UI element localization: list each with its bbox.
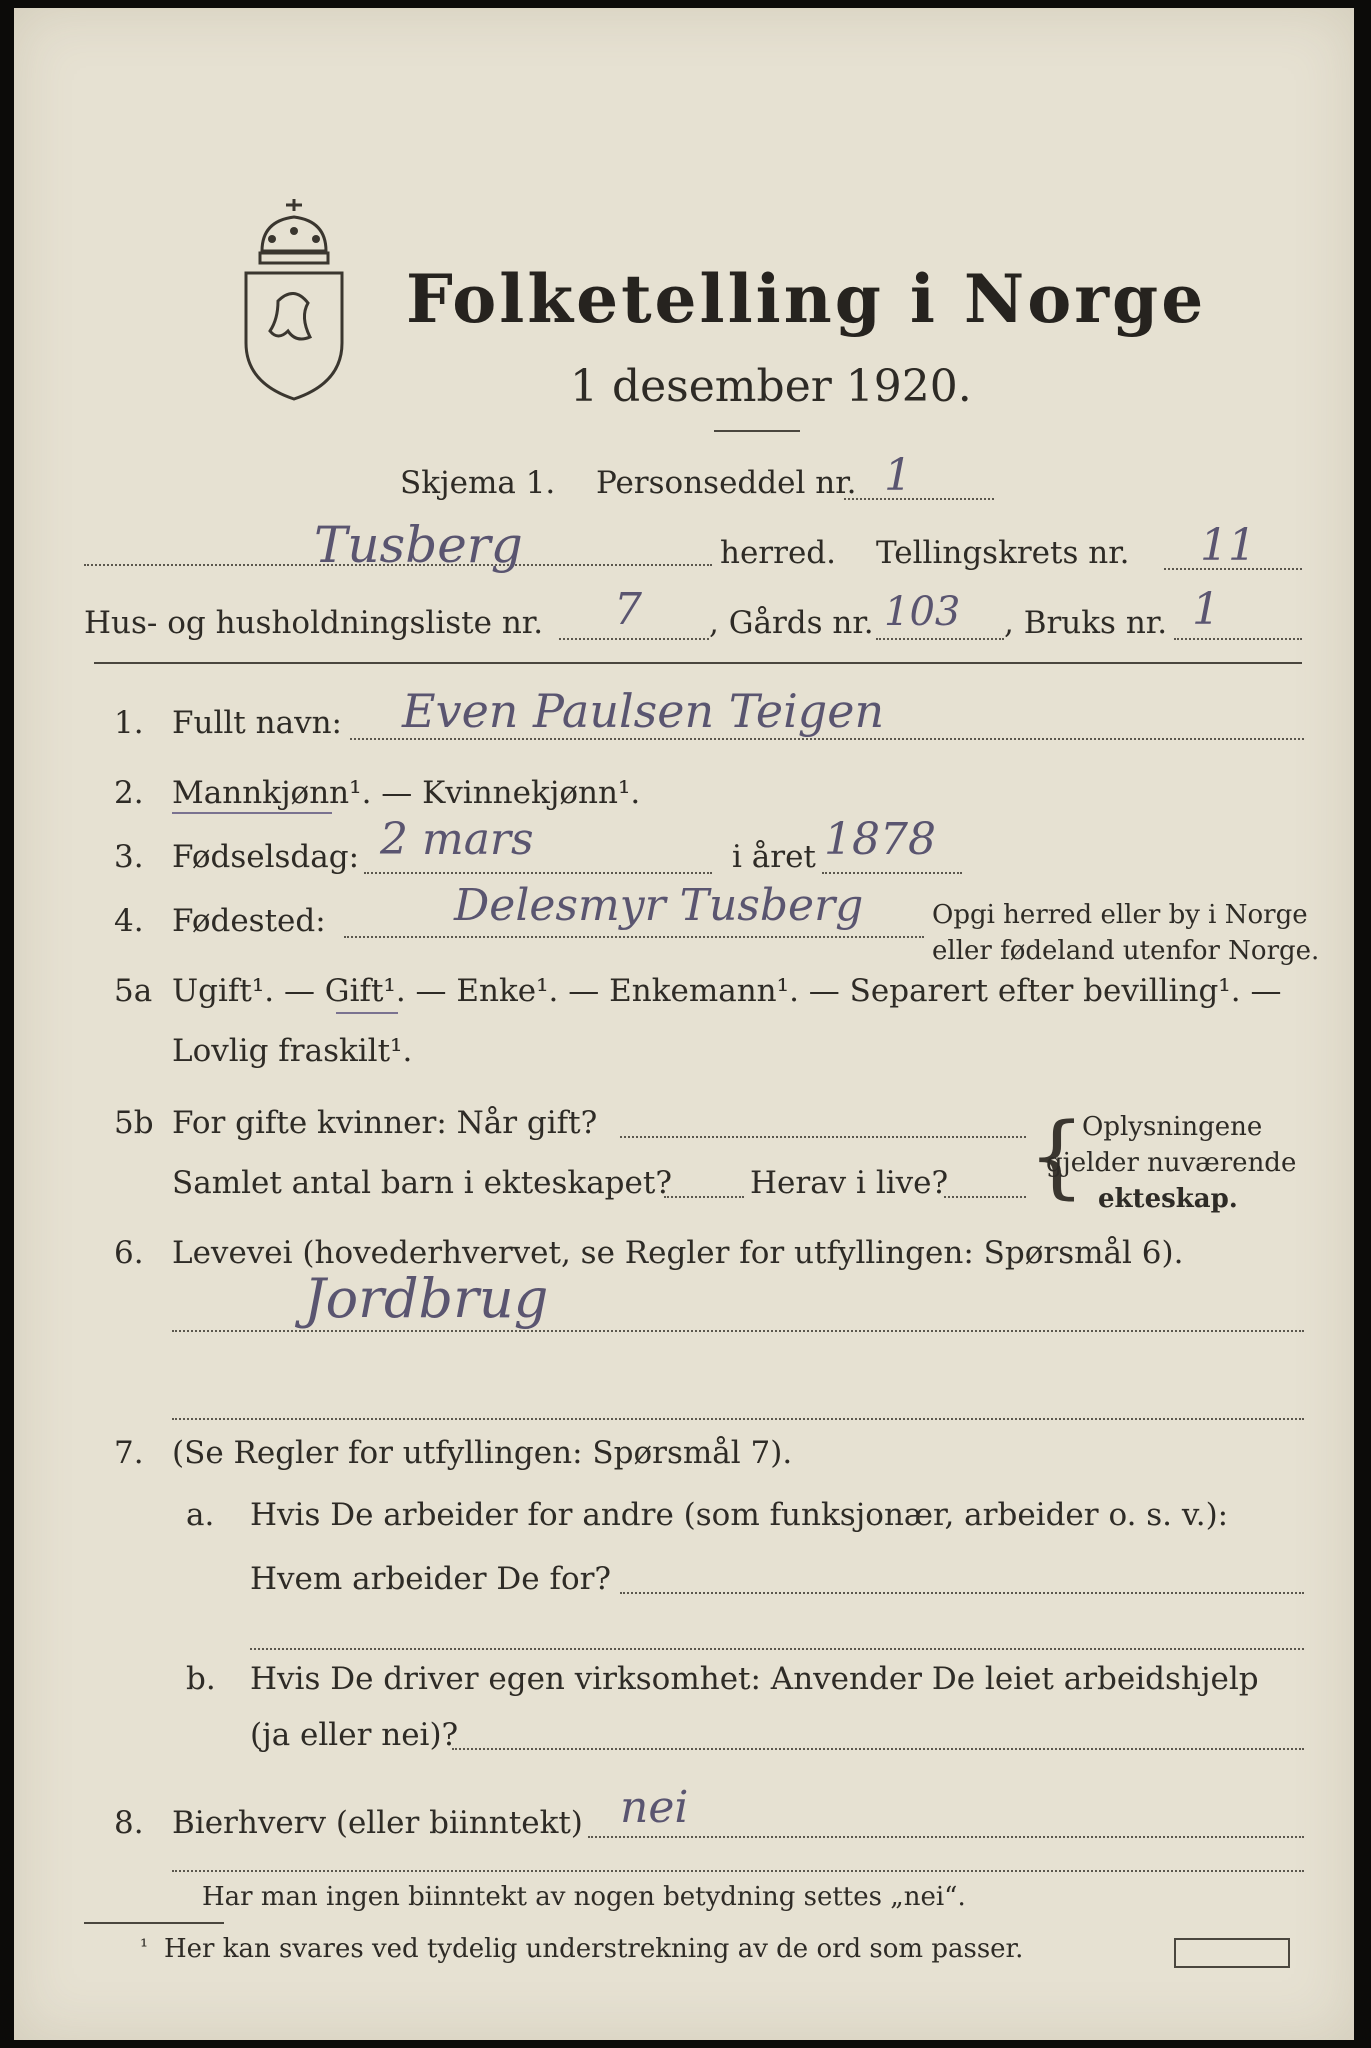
q3-year-field-line (822, 872, 962, 874)
q3-value: 2 mars (380, 814, 534, 865)
q8-field-line-2 (172, 1870, 1304, 1872)
q5a-underline-gift (336, 1012, 398, 1014)
q8-value: nei (620, 1782, 689, 1833)
form-title: Folketelling i Norge (406, 260, 1207, 338)
q7b-label-2: (ja eller nei)? (250, 1717, 459, 1753)
q3-field-line (364, 872, 712, 874)
q5b-when-field-line (620, 1136, 1026, 1138)
q8-field-line (588, 1836, 1304, 1838)
q4-value: Delesmyr Tusberg (454, 880, 864, 931)
q1-number: 1. (114, 705, 144, 741)
q7-label: (Se Regler for utfyllingen: Spørsmål 7). (172, 1435, 793, 1471)
q3-label: Fødselsdag: (172, 839, 360, 875)
printer-stamp (1174, 1938, 1290, 1968)
q1-value: Even Paulsen Teigen (402, 684, 885, 738)
q7a-label: Hvis De arbeider for andre (som funksjonær, arbeider o. s. v.): (250, 1497, 1229, 1533)
q5b-number: 5b (114, 1105, 154, 1141)
q5b-label-2: Samlet antal barn i ekteskapet? (172, 1165, 672, 1201)
q5b-note-line-2: gjelder nuværende (1046, 1148, 1297, 1178)
q3-year-label: i året (732, 839, 816, 875)
q7a-label-2: Hvem arbeider De for? (250, 1561, 612, 1597)
q5b-note-line-3: ekteskap. (1098, 1184, 1238, 1214)
gards-value: 103 (884, 589, 961, 635)
title-divider (714, 430, 800, 432)
gards-field-line (876, 638, 1004, 640)
herred-label: herred. (720, 535, 836, 571)
q7a-letter: a. (186, 1497, 215, 1533)
tellingskrets-value: 11 (1200, 520, 1256, 571)
q6-field-line-1 (172, 1330, 1304, 1332)
household-list-field-line (559, 638, 709, 640)
herred-value: Tusberg (314, 516, 523, 574)
footnote-divider (84, 1922, 224, 1924)
q2-underline-mannkjonn (172, 812, 332, 814)
q6-number: 6. (114, 1235, 144, 1271)
q8-label: Bierhverv (eller biinntekt) (172, 1805, 583, 1841)
norwegian-coat-of-arms-icon (232, 191, 356, 406)
q6-value: Jordbrug (304, 1267, 549, 1330)
q4-label: Fødested: (172, 903, 326, 939)
personseddel-field-line (844, 498, 994, 500)
q3-number: 3. (114, 839, 144, 875)
q7a-field-line-2 (250, 1648, 1304, 1650)
q2-number: 2. (114, 775, 144, 811)
bruks-value: 1 (1192, 584, 1220, 635)
q5a-label: Ugift¹. — Gift¹. — Enke¹. — Enkemann¹. — Separert efter bevilling¹. — (172, 973, 1282, 1009)
q2-label: Mannkjønn¹. — Kvinnekjønn¹. (172, 775, 641, 811)
census-form-page (14, 8, 1354, 2040)
footer-note: Har man ingen biinntekt av nogen betydning settes „nei“. (202, 1882, 966, 1912)
personseddel-label: Personseddel nr. (596, 465, 857, 501)
tellingskrets-label: Tellingskrets nr. (876, 535, 1130, 571)
q7-number: 7. (114, 1435, 144, 1471)
q7b-letter: b. (186, 1661, 216, 1697)
q7b-field-line (452, 1748, 1304, 1750)
q5b-alive-field-line (944, 1196, 1026, 1198)
personseddel-value: 1 (884, 450, 912, 501)
schema-label: Skjema 1. (400, 465, 556, 501)
q5a-label-2: Lovlig fraskilt¹. (172, 1033, 413, 1069)
census-date: 1 desember 1920. (570, 361, 972, 412)
q3-year-value: 1878 (824, 814, 936, 865)
bruks-field-line (1174, 638, 1302, 640)
footnote-mark: ¹ (140, 1934, 149, 1958)
q4-note-line-1: Opgi herred eller by i Norge (932, 900, 1308, 930)
household-list-value: 7 (614, 584, 642, 635)
q8-number: 8. (114, 1805, 144, 1841)
q5b-label-1: For gifte kvinner: Når gift? (172, 1105, 598, 1141)
q7a-field-line-1 (620, 1592, 1304, 1594)
q5a-number: 5a (114, 973, 153, 1009)
q4-number: 4. (114, 903, 144, 939)
q1-label: Fullt navn: (172, 705, 342, 741)
q7b-label: Hvis De driver egen virksomhet: Anvender De leiet arbeidshjelp (250, 1661, 1259, 1697)
q4-note-line-2: eller fødeland utenfor Norge. (932, 936, 1320, 966)
q6-label: Levevei (hovederhvervet, se Regler for utfyllingen: Spørsmål 6). (172, 1235, 1184, 1271)
q5b-brace: { (1028, 1104, 1086, 1209)
household-list-label: Hus- og husholdningsliste nr. (84, 605, 544, 641)
header-divider (94, 662, 1302, 664)
q5b-label-3: Herav i live? (750, 1165, 949, 1201)
gards-label: , Gårds nr. (709, 605, 874, 641)
q1-field-line (350, 738, 1304, 740)
q6-field-line-2 (172, 1418, 1304, 1420)
q5b-note-line-1: Oplysningene (1082, 1112, 1263, 1142)
q5b-children-field-line (664, 1196, 744, 1198)
footnote-text: Her kan svares ved tydelig understrekning av de ord som passer. (164, 1934, 1024, 1964)
q4-field-line (344, 936, 924, 938)
bruks-label: , Bruks nr. (1004, 605, 1168, 641)
